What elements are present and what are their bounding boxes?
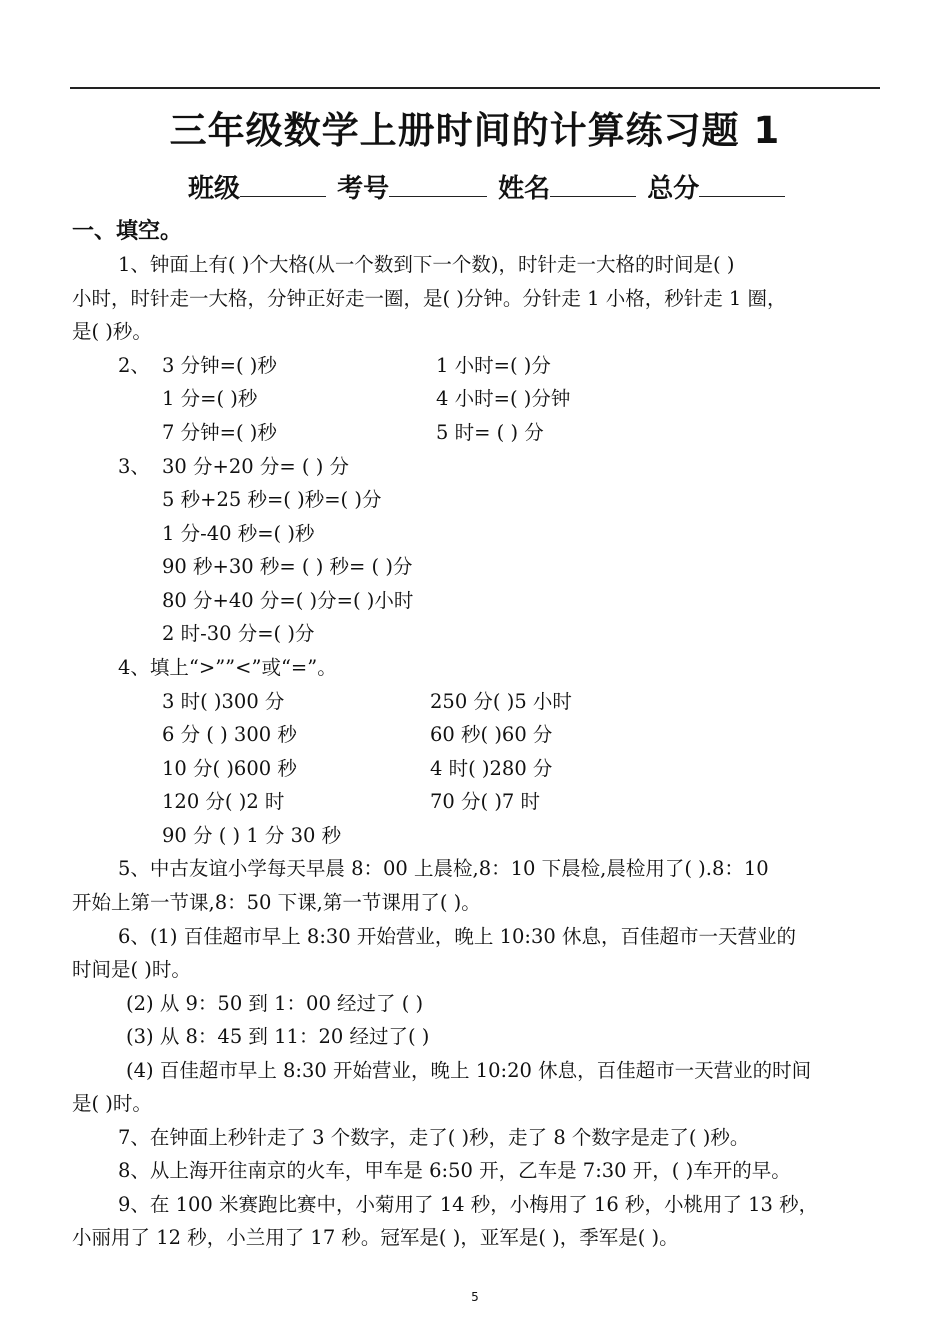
q4-heading: 4、填上“>””<”或“=”。 <box>118 656 337 679</box>
q4-row2-right: 60 秒( )60 分 <box>430 723 553 746</box>
q2-row3-left: 7 分钟=( )秒 <box>162 421 277 444</box>
q2-row1-left: 3 分钟=( )秒 <box>162 354 277 377</box>
q3-line3: 1 分-40 秒=( )秒 <box>162 522 315 545</box>
q3-line1: 30 分+20 分= ( ) 分 <box>162 455 350 478</box>
name-label: 姓名 <box>498 174 551 204</box>
page-number: 5 <box>471 1290 479 1304</box>
q2-row2-right: 4 小时=( )分钟 <box>436 387 571 410</box>
q4-row3-right: 4 时( )280 分 <box>430 757 553 780</box>
class-blank[interactable] <box>240 170 326 197</box>
q3-line5: 80 分+40 分=( )分=( )小时 <box>162 589 414 612</box>
q2-row2-left: 1 分=( )秒 <box>162 387 258 410</box>
q1-line2: 小时，时针走一大格，分钟正好走一圈，是( )分钟。分针走 1 小格，秒针走 1 圈， <box>72 287 787 310</box>
q2-number: 2、 <box>118 354 150 377</box>
q6-part4-line2: 是( )时。 <box>72 1092 152 1115</box>
q3-line4: 90 秒+30 秒= ( ) 秒= ( )分 <box>162 555 413 578</box>
section-title: 一、填空。 <box>72 219 183 244</box>
q2-row1-right: 1 小时=( )分 <box>436 354 551 377</box>
q4-row5-left: 90 分 ( ) 1 分 30 秒 <box>162 824 342 847</box>
score-blank[interactable] <box>699 170 785 197</box>
q4-row2-left: 6 分 ( ) 300 秒 <box>162 723 297 746</box>
q3-line6: 2 时-30 分=( )分 <box>162 622 315 645</box>
q4-row3-left: 10 分( )600 秒 <box>162 757 297 780</box>
q6-part2: (2) 从 9：50 到 1：00 经过了 ( ) <box>126 992 424 1015</box>
q6-part3: (3) 从 8：45 到 11：20 经过了( ) <box>126 1025 430 1048</box>
exam-no-blank[interactable] <box>389 170 487 197</box>
q2-row3-right: 5 时= ( ) 分 <box>436 421 544 444</box>
q6-part4-line1: (4) 百佳超市早上 8:30 开始营业，晚上 10:20 休息，百佳超市一天营业的时间 <box>126 1059 812 1082</box>
q4-row4-left: 120 分( )2 时 <box>162 790 285 813</box>
q4-row4-right: 70 分( )7 时 <box>430 790 541 813</box>
q6-line1: 6、(1) 百佳超市早上 8:30 开始营业，晚上 10:30 休息，百佳超市一天营业的 <box>118 925 797 948</box>
exam-no-label: 考号 <box>337 174 390 204</box>
page-title: 三年级数学上册时间的计算练习题 1 <box>169 109 781 152</box>
q9-line2: 小丽用了 12 秒，小兰用了 17 秒。冠军是( )，亚军是( )，季军是( )。 <box>72 1226 679 1249</box>
q1-line3: 是( )秒。 <box>72 320 152 343</box>
q3-line2: 5 秒+25 秒=( )秒=( )分 <box>162 488 382 511</box>
q4-row1-right: 250 分( )5 小时 <box>430 690 572 713</box>
q9-line1: 9、在 100 米赛跑比赛中，小菊用了 14 秒，小梅用了 16 秒，小桃用了 13 秒， <box>118 1193 819 1216</box>
name-blank[interactable] <box>550 170 636 197</box>
q5-line1: 5、中古友谊小学每天早晨 8：00 上晨检,8：10 下晨检,晨检用了( ).8：10 <box>118 857 769 880</box>
score-label: 总分 <box>647 174 700 204</box>
q4-row1-left: 3 时( )300 分 <box>162 690 285 713</box>
q7-line: 7、在钟面上秒针走了 3 个数字，走了( )秒，走了 8 个数字是走了( )秒。 <box>118 1126 750 1149</box>
q3-number: 3、 <box>118 455 150 478</box>
q6-line2: 时间是( )时。 <box>72 958 191 981</box>
class-label: 班级 <box>188 174 241 204</box>
q1-line1: 1、钟面上有( )个大格(从一个数到下一个数)，时针走一大格的时间是( ) <box>118 253 735 276</box>
q5-line2: 开始上第一节课,8：50 下课,第一节课用了( )。 <box>72 891 481 914</box>
student-info-row <box>188 168 787 205</box>
q8-line: 8、从上海开往南京的火车，甲车是 6:50 开，乙车是 7:30 开，( )车开的早。 <box>118 1159 791 1182</box>
header-rule <box>70 87 880 89</box>
